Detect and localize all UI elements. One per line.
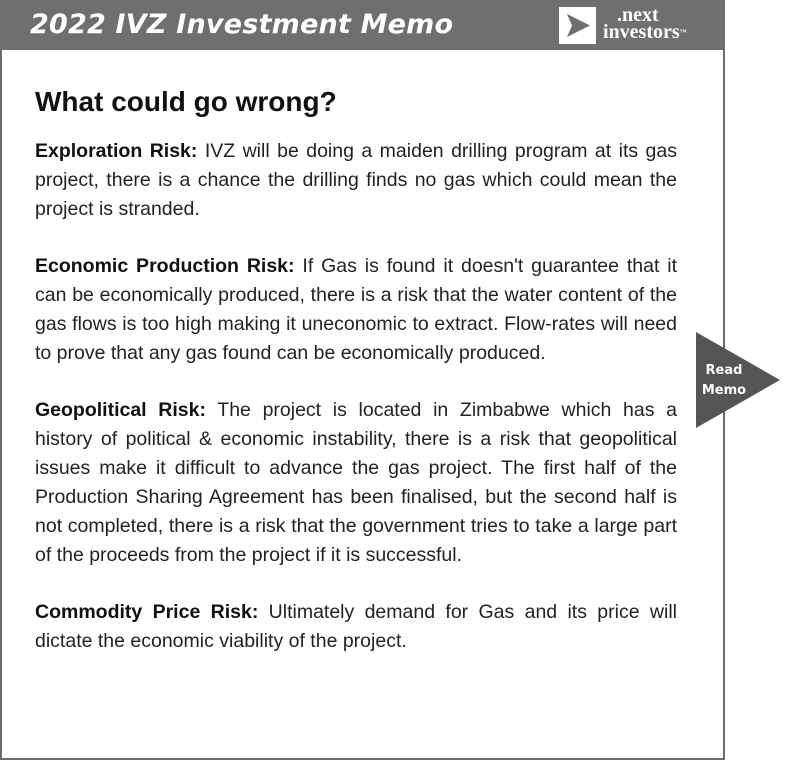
trademark-symbol: ™ bbox=[679, 28, 687, 36]
risk-economic-production bbox=[35, 252, 677, 368]
read-memo-label bbox=[696, 361, 752, 401]
logo-wordmark bbox=[603, 4, 687, 43]
risk-exploration bbox=[35, 137, 677, 224]
section-heading: What could go wrong? bbox=[35, 86, 337, 117]
risk-label: Exploration Risk: bbox=[35, 140, 198, 162]
risk-geopolitical bbox=[35, 396, 677, 570]
header-bar bbox=[2, 0, 723, 50]
logo-line-next: .next bbox=[617, 4, 659, 26]
next-investors-logo[interactable] bbox=[559, 4, 719, 47]
risk-label: Commodity Price Risk: bbox=[35, 601, 259, 623]
risk-text: The project is located in Zimbabwe which has a history of political & economic instability, there is a risk that geopolitical issues make it difficult to advance the gas project. The first half of the Production Sharing Agreement has been finalised, but the second half is not completed, there is a risk that the government tries to take a large part of the proceeds from the project if it is successful. bbox=[35, 399, 678, 566]
risk-commodity-price bbox=[35, 598, 677, 656]
risk-text: If Gas is found it doesn't guarantee that it can be economically produced, there is a risk that the water content of the gas flows is too high making it uneconomic to extract. Flow-rates will need to prove that any gas found can be economically produced. bbox=[35, 255, 677, 364]
memo-title: 2022 IVZ Investment Memo bbox=[30, 9, 454, 40]
risk-label: Geopolitical Risk: bbox=[35, 399, 206, 421]
risk-label: Economic Production Risk: bbox=[35, 255, 295, 277]
memo-content bbox=[35, 84, 677, 684]
read-memo-button[interactable] bbox=[696, 332, 780, 428]
logo-line-investors: investors bbox=[603, 21, 680, 43]
read-memo-line2: Memo bbox=[701, 383, 747, 398]
read-memo-line1: Read bbox=[705, 363, 743, 378]
risk-text: Ultimately demand for Gas and its price will dictate the economic viability of the project. bbox=[35, 601, 677, 652]
risk-text: IVZ will be doing a maiden drilling program at its gas project, there is a chance the drilling finds no gas which could mean the project is stranded. bbox=[35, 140, 677, 220]
play-arrow-icon bbox=[559, 7, 596, 44]
